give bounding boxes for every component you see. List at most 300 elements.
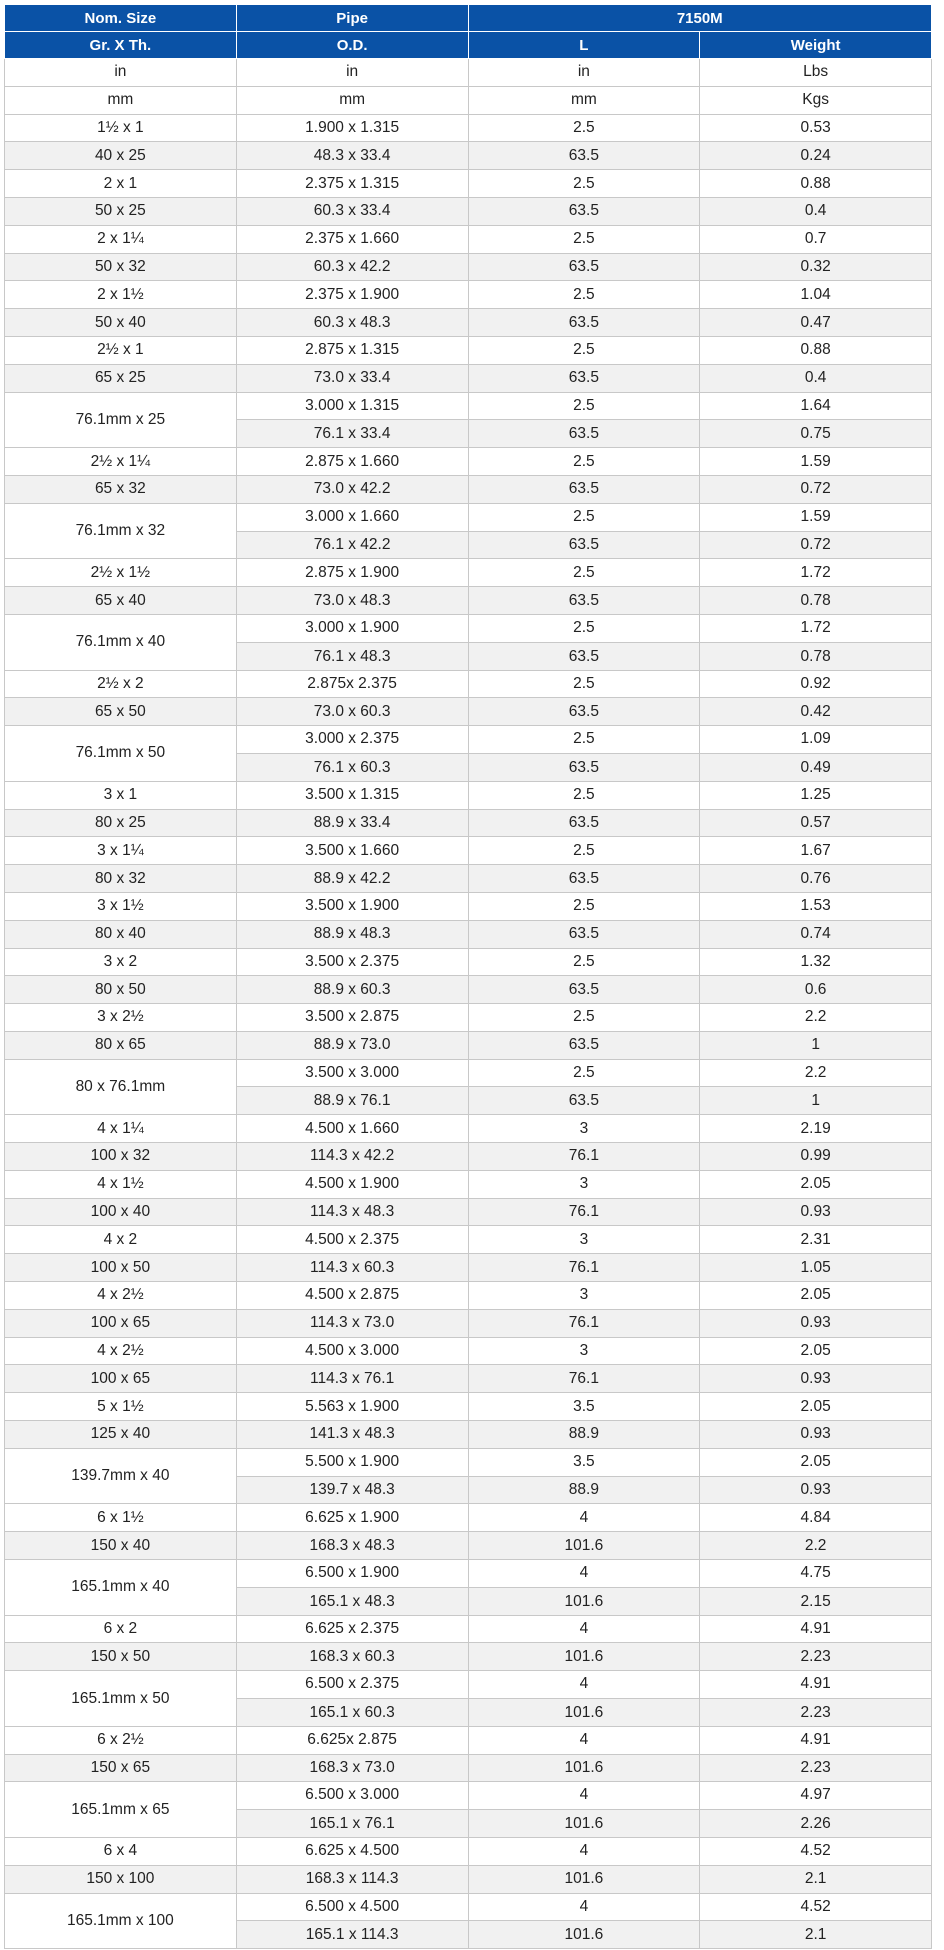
table-row <box>5 503 932 531</box>
l-cell: 2.5 <box>468 503 700 531</box>
l-cell: 101.6 <box>468 1699 700 1727</box>
l-cell: 2.5 <box>468 114 700 142</box>
weight-cell: 2.23 <box>700 1643 932 1671</box>
od-cell: 6.625 x 4.500 <box>236 1838 468 1866</box>
l-cell: 63.5 <box>468 364 700 392</box>
od-cell: 165.1 x 76.1 <box>236 1810 468 1838</box>
nom-size-cell: 6 x 2½ <box>5 1726 237 1754</box>
l-cell: 2.5 <box>468 837 700 865</box>
weight-cell: 0.74 <box>700 920 932 948</box>
weight-cell: 1.32 <box>700 948 932 976</box>
nom-size-cell: 80 x 40 <box>5 920 237 948</box>
table-row <box>5 1254 932 1282</box>
table-row <box>5 587 932 615</box>
unit-cell: in <box>236 59 468 87</box>
header-od: O.D. <box>236 32 468 59</box>
nom-size-cell: 80 x 65 <box>5 1031 237 1059</box>
nom-size-cell: 165.1mm x 65 <box>5 1782 237 1838</box>
l-cell: 76.1 <box>468 1254 700 1282</box>
weight-cell: 0.6 <box>700 976 932 1004</box>
weight-cell: 4.52 <box>700 1838 932 1866</box>
nom-size-cell: 80 x 25 <box>5 809 237 837</box>
table-row <box>5 892 932 920</box>
l-cell: 101.6 <box>468 1587 700 1615</box>
od-cell: 4.500 x 1.900 <box>236 1170 468 1198</box>
nom-size-cell: 76.1mm x 25 <box>5 392 237 448</box>
weight-cell: 1 <box>700 1087 932 1115</box>
od-cell: 165.1 x 48.3 <box>236 1587 468 1615</box>
l-cell: 63.5 <box>468 1031 700 1059</box>
nom-size-cell: 65 x 40 <box>5 587 237 615</box>
weight-cell: 2.2 <box>700 1059 932 1087</box>
weight-cell: 2.1 <box>700 1865 932 1893</box>
od-cell: 88.9 x 60.3 <box>236 976 468 1004</box>
weight-cell: 2.05 <box>700 1170 932 1198</box>
l-cell: 2.5 <box>468 781 700 809</box>
weight-cell: 1.25 <box>700 781 932 809</box>
nom-size-cell: 3 x 1 <box>5 781 237 809</box>
od-cell: 2.875 x 1.900 <box>236 559 468 587</box>
table-row <box>5 1726 932 1754</box>
l-cell: 63.5 <box>468 698 700 726</box>
weight-cell: 0.4 <box>700 364 932 392</box>
l-cell: 63.5 <box>468 865 700 893</box>
table-row <box>5 809 932 837</box>
od-cell: 76.1 x 48.3 <box>236 642 468 670</box>
nom-size-cell: 4 x 1¼ <box>5 1115 237 1143</box>
nom-size-cell: 6 x 4 <box>5 1838 237 1866</box>
weight-cell: 0.76 <box>700 865 932 893</box>
table-row <box>5 448 932 476</box>
table-row <box>5 1782 932 1810</box>
l-cell: 63.5 <box>468 420 700 448</box>
nom-size-cell: 4 x 1½ <box>5 1170 237 1198</box>
table-row <box>5 281 932 309</box>
od-cell: 73.0 x 42.2 <box>236 475 468 503</box>
weight-cell: 0.78 <box>700 642 932 670</box>
table-row <box>5 197 932 225</box>
table-row <box>5 559 932 587</box>
l-cell: 76.1 <box>468 1309 700 1337</box>
nom-size-cell: 150 x 65 <box>5 1754 237 1782</box>
nom-size-cell: 100 x 65 <box>5 1309 237 1337</box>
od-cell: 4.500 x 3.000 <box>236 1337 468 1365</box>
unit-cell: in <box>468 59 700 87</box>
weight-cell: 4.52 <box>700 1893 932 1921</box>
nom-size-cell: 100 x 32 <box>5 1143 237 1171</box>
unit-row <box>5 59 932 87</box>
nom-size-cell: 6 x 2 <box>5 1615 237 1643</box>
l-cell: 2.5 <box>468 170 700 198</box>
table-row <box>5 1309 932 1337</box>
table-row <box>5 1365 932 1393</box>
od-cell: 168.3 x 60.3 <box>236 1643 468 1671</box>
weight-cell: 0.92 <box>700 670 932 698</box>
l-cell: 2.5 <box>468 670 700 698</box>
table-row <box>5 364 932 392</box>
l-cell: 4 <box>468 1838 700 1866</box>
od-cell: 114.3 x 42.2 <box>236 1143 468 1171</box>
l-cell: 63.5 <box>468 587 700 615</box>
l-cell: 101.6 <box>468 1643 700 1671</box>
od-cell: 3.500 x 1.660 <box>236 837 468 865</box>
table-row <box>5 920 932 948</box>
weight-cell: 0.72 <box>700 531 932 559</box>
weight-cell: 0.42 <box>700 698 932 726</box>
od-cell: 3.000 x 1.660 <box>236 503 468 531</box>
od-cell: 73.0 x 33.4 <box>236 364 468 392</box>
l-cell: 76.1 <box>468 1143 700 1171</box>
table-row <box>5 114 932 142</box>
weight-cell: 4.91 <box>700 1726 932 1754</box>
od-cell: 6.625 x 1.900 <box>236 1504 468 1532</box>
weight-cell: 0.93 <box>700 1476 932 1504</box>
od-cell: 165.1 x 60.3 <box>236 1699 468 1727</box>
od-cell: 114.3 x 60.3 <box>236 1254 468 1282</box>
od-cell: 6.500 x 1.900 <box>236 1560 468 1588</box>
od-cell: 6.625x 2.875 <box>236 1726 468 1754</box>
table-row <box>5 1838 932 1866</box>
weight-cell: 0.93 <box>700 1421 932 1449</box>
table-row <box>5 614 932 642</box>
l-cell: 63.5 <box>468 531 700 559</box>
table-row <box>5 1337 932 1365</box>
nom-size-cell: 150 x 100 <box>5 1865 237 1893</box>
weight-cell: 0.72 <box>700 475 932 503</box>
table-row <box>5 1282 932 1310</box>
weight-cell: 0.93 <box>700 1365 932 1393</box>
l-cell: 2.5 <box>468 225 700 253</box>
l-cell: 4 <box>468 1671 700 1699</box>
weight-cell: 2.2 <box>700 1532 932 1560</box>
table-header <box>5 5 932 59</box>
weight-cell: 0.88 <box>700 170 932 198</box>
nom-size-cell: 3 x 1½ <box>5 892 237 920</box>
weight-cell: 0.88 <box>700 336 932 364</box>
weight-cell: 0.32 <box>700 253 932 281</box>
od-cell: 3.000 x 1.315 <box>236 392 468 420</box>
l-cell: 2.5 <box>468 392 700 420</box>
l-cell: 101.6 <box>468 1865 700 1893</box>
table-row <box>5 1615 932 1643</box>
od-cell: 4.500 x 2.875 <box>236 1282 468 1310</box>
nom-size-cell: 2 x 1¼ <box>5 225 237 253</box>
od-cell: 48.3 x 33.4 <box>236 142 468 170</box>
table-row <box>5 253 932 281</box>
weight-cell: 1.04 <box>700 281 932 309</box>
od-cell: 73.0 x 60.3 <box>236 698 468 726</box>
nom-size-cell: 4 x 2 <box>5 1226 237 1254</box>
od-cell: 3.500 x 2.875 <box>236 1004 468 1032</box>
table-row <box>5 1198 932 1226</box>
header-gr-x-th: Gr. X Th. <box>5 32 237 59</box>
od-cell: 88.9 x 33.4 <box>236 809 468 837</box>
pipe-size-table <box>4 4 932 1949</box>
l-cell: 3 <box>468 1226 700 1254</box>
table-row <box>5 1643 932 1671</box>
l-cell: 63.5 <box>468 920 700 948</box>
nom-size-cell: 76.1mm x 32 <box>5 503 237 559</box>
l-cell: 3 <box>468 1337 700 1365</box>
l-cell: 2.5 <box>468 559 700 587</box>
table-row <box>5 1671 932 1699</box>
unit-row <box>5 86 932 114</box>
weight-cell: 4.75 <box>700 1560 932 1588</box>
nom-size-cell: 50 x 40 <box>5 309 237 337</box>
weight-cell: 1.09 <box>700 726 932 754</box>
table-row <box>5 1143 932 1171</box>
header-group-7150m: 7150M <box>468 5 932 32</box>
weight-cell: 2.05 <box>700 1337 932 1365</box>
unit-cell: Lbs <box>700 59 932 87</box>
table-row <box>5 1504 932 1532</box>
weight-cell: 0.4 <box>700 197 932 225</box>
l-cell: 4 <box>468 1893 700 1921</box>
nom-size-cell: 3 x 2 <box>5 948 237 976</box>
weight-cell: 1.59 <box>700 503 932 531</box>
nom-size-cell: 65 x 50 <box>5 698 237 726</box>
table-row <box>5 1393 932 1421</box>
weight-cell: 0.93 <box>700 1198 932 1226</box>
od-cell: 2.875 x 1.315 <box>236 336 468 364</box>
l-cell: 63.5 <box>468 197 700 225</box>
l-cell: 2.5 <box>468 448 700 476</box>
weight-cell: 4.91 <box>700 1671 932 1699</box>
l-cell: 4 <box>468 1504 700 1532</box>
table-row <box>5 781 932 809</box>
l-cell: 3 <box>468 1170 700 1198</box>
l-cell: 2.5 <box>468 336 700 364</box>
nom-size-cell: 2 x 1½ <box>5 281 237 309</box>
l-cell: 63.5 <box>468 142 700 170</box>
od-cell: 88.9 x 42.2 <box>236 865 468 893</box>
nom-size-cell: 2 x 1 <box>5 170 237 198</box>
l-cell: 63.5 <box>468 475 700 503</box>
l-cell: 101.6 <box>468 1532 700 1560</box>
table-row <box>5 1421 932 1449</box>
l-cell: 4 <box>468 1560 700 1588</box>
weight-cell: 1.67 <box>700 837 932 865</box>
table-row <box>5 976 932 1004</box>
weight-cell: 2.23 <box>700 1699 932 1727</box>
nom-size-cell: 1½ x 1 <box>5 114 237 142</box>
l-cell: 4 <box>468 1782 700 1810</box>
table-row <box>5 698 932 726</box>
l-cell: 2.5 <box>468 1059 700 1087</box>
table-row <box>5 225 932 253</box>
header-pipe: Pipe <box>236 5 468 32</box>
table-row <box>5 1115 932 1143</box>
od-cell: 1.900 x 1.315 <box>236 114 468 142</box>
weight-cell: 0.49 <box>700 753 932 781</box>
table-row <box>5 1031 932 1059</box>
weight-cell: 2.2 <box>700 1004 932 1032</box>
nom-size-cell: 2½ x 2 <box>5 670 237 698</box>
table-row <box>5 670 932 698</box>
od-cell: 168.3 x 114.3 <box>236 1865 468 1893</box>
weight-cell: 1.64 <box>700 392 932 420</box>
header-l: L <box>468 32 700 59</box>
unit-cell: mm <box>236 86 468 114</box>
l-cell: 63.5 <box>468 1087 700 1115</box>
nom-size-cell: 150 x 50 <box>5 1643 237 1671</box>
table-row <box>5 1893 932 1921</box>
od-cell: 3.500 x 1.900 <box>236 892 468 920</box>
nom-size-cell: 5 x 1½ <box>5 1393 237 1421</box>
nom-size-cell: 4 x 2½ <box>5 1282 237 1310</box>
unit-cell: Kgs <box>700 86 932 114</box>
od-cell: 60.3 x 42.2 <box>236 253 468 281</box>
table-row <box>5 865 932 893</box>
weight-cell: 2.05 <box>700 1282 932 1310</box>
nom-size-cell: 3 x 2½ <box>5 1004 237 1032</box>
od-cell: 5.500 x 1.900 <box>236 1448 468 1476</box>
od-cell: 5.563 x 1.900 <box>236 1393 468 1421</box>
nom-size-cell: 100 x 65 <box>5 1365 237 1393</box>
od-cell: 3.000 x 2.375 <box>236 726 468 754</box>
nom-size-cell: 65 x 25 <box>5 364 237 392</box>
od-cell: 2.375 x 1.660 <box>236 225 468 253</box>
l-cell: 101.6 <box>468 1754 700 1782</box>
weight-cell: 0.75 <box>700 420 932 448</box>
l-cell: 63.5 <box>468 253 700 281</box>
table-row <box>5 1170 932 1198</box>
table-row <box>5 726 932 754</box>
table-row <box>5 336 932 364</box>
table-row <box>5 142 932 170</box>
l-cell: 3.5 <box>468 1448 700 1476</box>
od-cell: 4.500 x 1.660 <box>236 1115 468 1143</box>
l-cell: 3 <box>468 1115 700 1143</box>
nom-size-cell: 2½ x 1½ <box>5 559 237 587</box>
nom-size-cell: 150 x 40 <box>5 1532 237 1560</box>
header-nom-size: Nom. Size <box>5 5 237 32</box>
header-weight: Weight <box>700 32 932 59</box>
table-row <box>5 1226 932 1254</box>
weight-cell: 0.47 <box>700 309 932 337</box>
nom-size-cell: 6 x 1½ <box>5 1504 237 1532</box>
table-row <box>5 1754 932 1782</box>
nom-size-cell: 50 x 32 <box>5 253 237 281</box>
weight-cell: 4.91 <box>700 1615 932 1643</box>
table-row <box>5 1560 932 1588</box>
table-row <box>5 1448 932 1476</box>
l-cell: 101.6 <box>468 1810 700 1838</box>
od-cell: 114.3 x 76.1 <box>236 1365 468 1393</box>
nom-size-cell: 125 x 40 <box>5 1421 237 1449</box>
od-cell: 2.375 x 1.315 <box>236 170 468 198</box>
weight-cell: 0.7 <box>700 225 932 253</box>
nom-size-cell: 80 x 50 <box>5 976 237 1004</box>
table-row <box>5 1865 932 1893</box>
weight-cell: 2.15 <box>700 1587 932 1615</box>
l-cell: 2.5 <box>468 948 700 976</box>
od-cell: 88.9 x 48.3 <box>236 920 468 948</box>
nom-size-cell: 76.1mm x 50 <box>5 726 237 782</box>
l-cell: 63.5 <box>468 309 700 337</box>
weight-cell: 0.53 <box>700 114 932 142</box>
od-cell: 6.500 x 4.500 <box>236 1893 468 1921</box>
od-cell: 76.1 x 42.2 <box>236 531 468 559</box>
nom-size-cell: 139.7mm x 40 <box>5 1448 237 1504</box>
l-cell: 63.5 <box>468 809 700 837</box>
nom-size-cell: 165.1mm x 50 <box>5 1671 237 1727</box>
od-cell: 139.7 x 48.3 <box>236 1476 468 1504</box>
nom-size-cell: 2½ x 1 <box>5 336 237 364</box>
od-cell: 141.3 x 48.3 <box>236 1421 468 1449</box>
weight-cell: 2.23 <box>700 1754 932 1782</box>
l-cell: 63.5 <box>468 642 700 670</box>
unit-cell: mm <box>468 86 700 114</box>
nom-size-cell: 100 x 40 <box>5 1198 237 1226</box>
nom-size-cell: 165.1mm x 40 <box>5 1560 237 1616</box>
table-body <box>5 59 932 1949</box>
weight-cell: 0.24 <box>700 142 932 170</box>
nom-size-cell: 40 x 25 <box>5 142 237 170</box>
table-row <box>5 392 932 420</box>
weight-cell: 1.05 <box>700 1254 932 1282</box>
l-cell: 101.6 <box>468 1921 700 1949</box>
l-cell: 4 <box>468 1615 700 1643</box>
l-cell: 2.5 <box>468 892 700 920</box>
table-row <box>5 1004 932 1032</box>
od-cell: 114.3 x 48.3 <box>236 1198 468 1226</box>
nom-size-cell: 100 x 50 <box>5 1254 237 1282</box>
l-cell: 2.5 <box>468 726 700 754</box>
od-cell: 3.500 x 2.375 <box>236 948 468 976</box>
od-cell: 76.1 x 60.3 <box>236 753 468 781</box>
unit-cell: in <box>5 59 237 87</box>
weight-cell: 0.99 <box>700 1143 932 1171</box>
weight-cell: 4.97 <box>700 1782 932 1810</box>
nom-size-cell: 80 x 76.1mm <box>5 1059 237 1115</box>
l-cell: 63.5 <box>468 753 700 781</box>
od-cell: 3.500 x 1.315 <box>236 781 468 809</box>
weight-cell: 2.26 <box>700 1810 932 1838</box>
od-cell: 6.500 x 2.375 <box>236 1671 468 1699</box>
unit-cell: mm <box>5 86 237 114</box>
l-cell: 63.5 <box>468 976 700 1004</box>
od-cell: 3.500 x 3.000 <box>236 1059 468 1087</box>
l-cell: 3.5 <box>468 1393 700 1421</box>
table-row <box>5 1059 932 1087</box>
od-cell: 6.625 x 2.375 <box>236 1615 468 1643</box>
nom-size-cell: 80 x 32 <box>5 865 237 893</box>
od-cell: 2.875 x 1.660 <box>236 448 468 476</box>
spec-table-container <box>4 4 932 1949</box>
od-cell: 60.3 x 33.4 <box>236 197 468 225</box>
nom-size-cell: 50 x 25 <box>5 197 237 225</box>
od-cell: 60.3 x 48.3 <box>236 309 468 337</box>
od-cell: 2.375 x 1.900 <box>236 281 468 309</box>
nom-size-cell: 4 x 2½ <box>5 1337 237 1365</box>
weight-cell: 1.53 <box>700 892 932 920</box>
od-cell: 76.1 x 33.4 <box>236 420 468 448</box>
weight-cell: 0.78 <box>700 587 932 615</box>
l-cell: 76.1 <box>468 1198 700 1226</box>
od-cell: 88.9 x 76.1 <box>236 1087 468 1115</box>
od-cell: 168.3 x 73.0 <box>236 1754 468 1782</box>
od-cell: 88.9 x 73.0 <box>236 1031 468 1059</box>
weight-cell: 2.05 <box>700 1393 932 1421</box>
nom-size-cell: 76.1mm x 40 <box>5 614 237 670</box>
weight-cell: 2.31 <box>700 1226 932 1254</box>
table-row <box>5 170 932 198</box>
weight-cell: 2.19 <box>700 1115 932 1143</box>
l-cell: 88.9 <box>468 1476 700 1504</box>
od-cell: 114.3 x 73.0 <box>236 1309 468 1337</box>
od-cell: 4.500 x 2.375 <box>236 1226 468 1254</box>
